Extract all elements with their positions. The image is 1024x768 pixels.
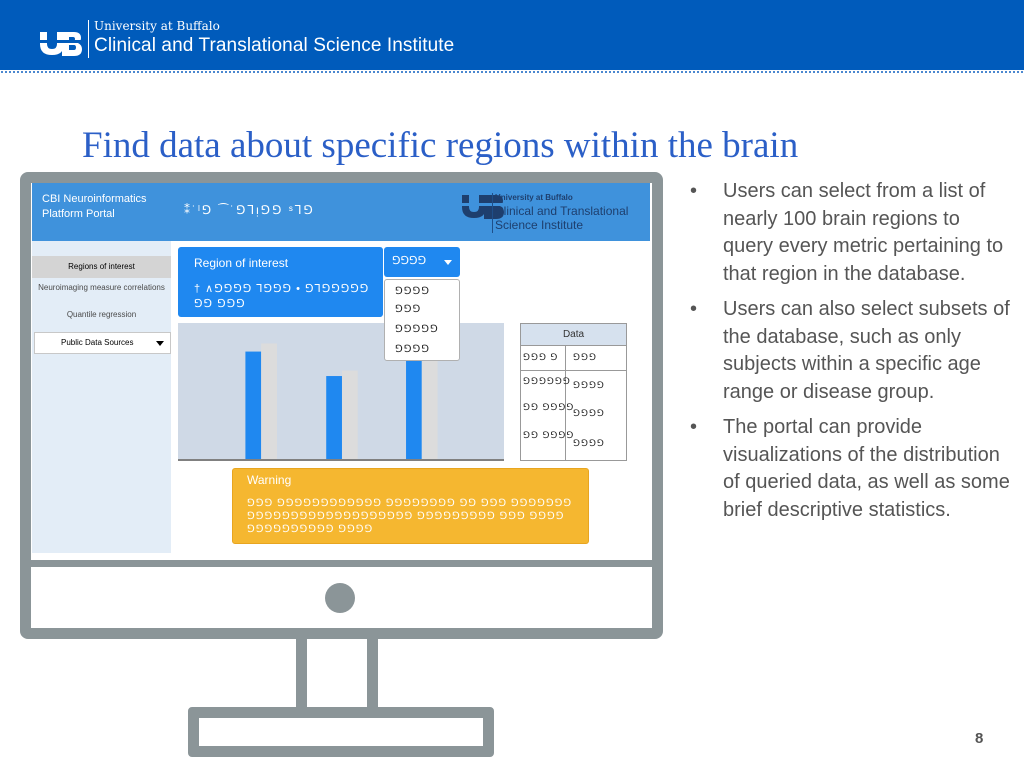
bullet-item [690, 414, 1010, 524]
table-divider [521, 370, 626, 371]
warning-box [232, 468, 589, 544]
region-description: † ∧⅁⅁⅁⅁ ⅂⅁⅁⅁ • ⅁⅂⅁⅁⅁⅁⅁ ⅁⅁ ⅁⅁⅁ [194, 283, 370, 310]
ub-logo-icon [38, 30, 82, 56]
monitor-stand-base [188, 707, 494, 757]
bullet-text: Users can select from a list of nearly 100 brain regions to query every metric pertaining to that region in the database. [723, 180, 1004, 285]
page-number: 8 [975, 730, 984, 747]
bullet-item [690, 296, 1010, 406]
institute-name: Clinical and Translational Science Institute [94, 35, 455, 56]
warning-label: Warning [247, 473, 292, 487]
portal-header [32, 183, 650, 241]
portal-logo-divider [492, 193, 493, 233]
bullet-icon: • [690, 298, 698, 320]
dropdown-option[interactable]: ⅁⅁⅁⅁ [395, 344, 430, 355]
table-cell: ⅁⅁⅁⅁ [573, 438, 605, 448]
sidebar-item-quantile-regression[interactable]: Quantile regression [66, 310, 137, 319]
portal-screen [32, 183, 650, 553]
data-table-header: Data [521, 324, 626, 346]
table-cell: ⅁⅁⅁⅁ [573, 380, 605, 390]
table-cell: ⅁⅁⅁⅁⅁⅁ [523, 376, 571, 386]
metric-dropdown-label: ⅁⅁⅁⅁ [392, 255, 427, 267]
bullet-icon: • [690, 180, 698, 202]
university-name: University at Buffalo [94, 19, 220, 33]
monitor-stand-neck [367, 638, 378, 708]
portal-nav[interactable]: ⁑˙ˡ⅁ ⁀˙⅁⅂ᴉ⅁⅁ ˢ⅂⅁ [184, 203, 315, 217]
data-table [520, 323, 627, 461]
public-data-sources-dropdown[interactable] [34, 332, 171, 354]
chart-bar [245, 352, 261, 459]
bullet-item [690, 178, 1010, 288]
chart-bar [261, 343, 277, 459]
portal-title: CBI Neuroinformatics Platform Portal [42, 193, 147, 220]
bullet-list [690, 178, 1010, 532]
sidebar-item-regions-of-interest[interactable]: Regions of interest [32, 256, 171, 278]
table-cell: ⅁⅁⅁ ⅁ [523, 352, 559, 362]
chevron-down-icon [444, 260, 452, 265]
dropdown-option[interactable]: ⅁⅁⅁ [395, 304, 422, 315]
header-dotted-line [0, 70, 1024, 74]
region-of-interest-label: Region of interest [194, 256, 289, 270]
monitor-bezel-line [31, 560, 652, 567]
bullet-icon: • [690, 416, 698, 438]
monitor-stand-neck [296, 638, 307, 708]
monitor-power-button [325, 583, 355, 613]
chevron-down-icon [156, 341, 164, 346]
portal-university-name: University at Buffalo [495, 193, 573, 202]
chart-bar [342, 371, 358, 459]
page-title: Find data about specific regions within the brain [82, 125, 799, 166]
chart-bar [326, 376, 342, 459]
public-data-sources-label: Public Data Sources [61, 338, 134, 347]
metric-dropdown-list [384, 279, 460, 361]
sidebar-item-neuroimaging-correlations[interactable]: Neuroimaging measure correlations [38, 283, 165, 292]
bullet-text: Users can also select subsets of the database, such as only subjects within a specific age range or disease group. [723, 298, 1010, 403]
metric-dropdown[interactable] [384, 247, 460, 277]
table-cell: ⅁⅁⅁⅁ [573, 408, 605, 418]
table-cell: ⅁⅁ ⅁⅁⅁⅁ [523, 430, 575, 440]
dropdown-option[interactable]: ⅁⅁⅁⅁ [395, 286, 430, 297]
warning-text: ⅁⅁⅁ ⅁⅁⅁⅁⅁⅁⅁⅁⅁⅁⅁⅁ ⅁⅁⅁⅁⅁⅁⅁⅁ ⅁⅁ ⅁⅁⅁ ⅁⅁⅁⅁⅁⅁⅁ ⅁⅁⅁⅁⅁⅁⅁⅁⅁⅁⅁⅁⅁⅁⅁⅁⅁⅁⅁ ⅁⅁⅁⅁⅁⅁⅁⅁⅁ ⅁⅁⅁ ⅁⅁⅁⅁ ⅁⅁⅁⅁⅁⅁⅁⅁⅁⅁ ⅁⅁⅁⅁ [247, 498, 573, 535]
table-cell: ⅁⅁ ⅁⅁⅁⅁ [523, 402, 575, 412]
table-cell: ⅁⅁⅁ [573, 352, 597, 362]
dropdown-option[interactable]: ⅁⅁⅁⅁⅁ [395, 324, 439, 335]
bullet-text: The portal can provide visualizations of the distribution of queried data, as well as some brief descriptive statistics. [723, 416, 1010, 521]
portal-institute-name: Clinical and Translational Science Institute [495, 204, 629, 232]
region-of-interest-panel[interactable] [178, 247, 383, 317]
header-divider [88, 20, 89, 58]
